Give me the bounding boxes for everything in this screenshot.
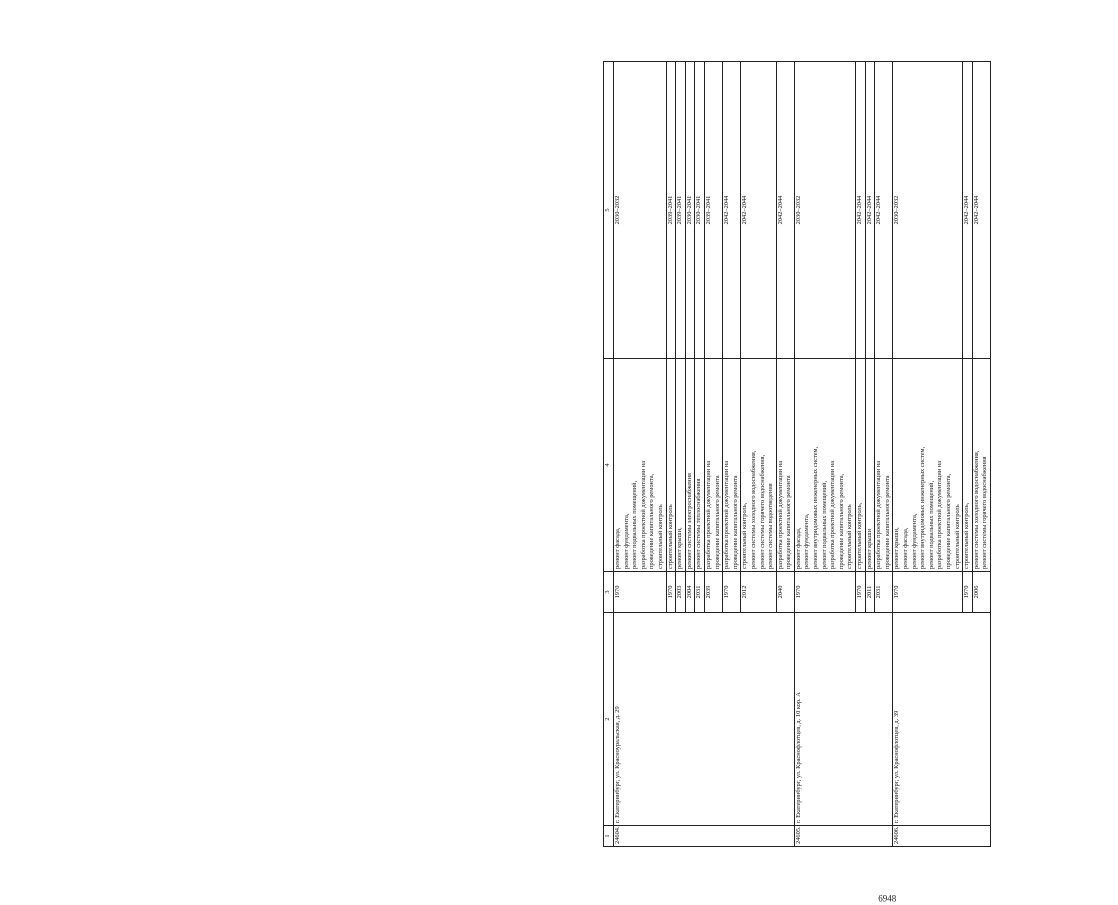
header-col-5: 5 bbox=[604, 62, 614, 359]
work-types bbox=[723, 359, 741, 572]
building-number: 24604. bbox=[614, 826, 795, 847]
commission-year: 1970 bbox=[614, 572, 667, 613]
work-types bbox=[972, 359, 990, 572]
table-row bbox=[794, 62, 855, 847]
work-line: разработка проектной документации на bbox=[776, 460, 784, 569]
commission-year: 2031 bbox=[875, 572, 893, 613]
commission-year: 2040 bbox=[776, 572, 794, 613]
planned-period: 2042–2044 bbox=[865, 62, 875, 359]
commission-year: 2003 bbox=[676, 572, 686, 613]
work-line: ремонт системы холодного водоснабжения, bbox=[749, 450, 757, 569]
work-line: проведение капитального ремонта bbox=[713, 475, 721, 569]
building-address: г. Екатеринбург, ул. Краснофлотцев, д. 10 кор. А bbox=[794, 613, 893, 826]
planned-period: 2030–2032 bbox=[893, 62, 963, 359]
work-types bbox=[794, 359, 855, 572]
work-line: ремонт системы водоотведения bbox=[767, 483, 775, 569]
work-types bbox=[741, 359, 776, 572]
commission-year: 2031 bbox=[695, 572, 705, 613]
work-line: ремонт подвальных помещений, bbox=[820, 480, 828, 569]
work-line: строительный контроль bbox=[953, 504, 961, 569]
work-line: ремонт фасада, bbox=[614, 527, 621, 569]
work-line: строительный контроль, bbox=[963, 502, 971, 569]
planned-period: 2030–2041 bbox=[685, 62, 695, 359]
building-address: г. Екатеринбург, ул. Красноуральская, д. 29 bbox=[614, 613, 795, 826]
work-line: строительный контроль, bbox=[856, 502, 864, 569]
page-number: 6948 bbox=[878, 893, 897, 904]
work-line: проведение капитального ремонта bbox=[785, 475, 793, 569]
work-line: ремонт фасада, bbox=[902, 527, 909, 569]
building-number: 24605. bbox=[794, 826, 893, 847]
work-line: ремонт фундамента, bbox=[622, 513, 630, 569]
commission-year: 1970 bbox=[794, 572, 855, 613]
work-line: проведение капитального ремонта bbox=[883, 475, 891, 569]
work-line: разработка проектной документации на bbox=[829, 460, 837, 569]
planned-period: 2042–2044 bbox=[856, 62, 866, 359]
work-line: ремонт крыши, bbox=[676, 527, 684, 569]
commission-year: 2011 bbox=[865, 572, 875, 613]
work-line: ремонт внутридомовых инженерных систем, bbox=[919, 446, 927, 569]
commission-year: 1970 bbox=[723, 572, 741, 613]
planned-period: 2042–2044 bbox=[776, 62, 794, 359]
header-col-3: 3 bbox=[604, 572, 614, 613]
planned-period: 2042–2044 bbox=[875, 62, 893, 359]
work-types bbox=[893, 359, 963, 572]
work-types bbox=[614, 359, 667, 572]
work-types bbox=[963, 359, 973, 572]
work-line: строительный контроль bbox=[666, 504, 674, 569]
planned-period: 2030–2032 bbox=[794, 62, 855, 359]
work-line: ремонт системы холодного водоснабжения, bbox=[972, 450, 980, 569]
work-line: ремонт фасада, bbox=[794, 527, 802, 569]
commission-year: 2006 bbox=[972, 572, 990, 613]
planned-period: 2039–2041 bbox=[704, 62, 722, 359]
planned-period: 2042–2044 bbox=[963, 62, 973, 359]
work-line: ремонт внутридомовых инженерных систем, bbox=[812, 446, 820, 569]
work-line: строительный контроль bbox=[656, 504, 664, 569]
work-line: строительный контроль bbox=[846, 504, 854, 569]
header-row bbox=[604, 62, 614, 847]
header-col-4: 4 bbox=[604, 359, 614, 572]
building-address: г. Екатеринбург, ул. Краснофлотцев, д. 39 bbox=[893, 613, 991, 826]
table-row bbox=[614, 62, 667, 847]
header-col-1: 1 bbox=[604, 826, 614, 847]
work-line: ремонт фундамента, bbox=[910, 513, 918, 569]
table-body bbox=[604, 62, 991, 847]
work-line: ремонт системы электроснабжения bbox=[685, 473, 693, 569]
work-line: проведение капитального ремонта, bbox=[648, 473, 656, 569]
work-line: ремонт фундамента, bbox=[803, 513, 811, 569]
rotated-table-canvas bbox=[603, 87, 1118, 904]
work-line: разработка проектной документации на bbox=[875, 460, 883, 569]
commission-year: 2012 bbox=[741, 572, 776, 613]
planned-period: 2042–2044 bbox=[741, 62, 776, 359]
work-types bbox=[865, 359, 875, 572]
work-types bbox=[704, 359, 722, 572]
planned-period: 2042–2044 bbox=[723, 62, 741, 359]
work-line: строительный контроль, bbox=[741, 502, 749, 569]
work-line: ремонт крыши bbox=[865, 528, 873, 569]
header-col-2: 2 bbox=[604, 613, 614, 826]
commission-year: 1970 bbox=[856, 572, 866, 613]
work-types bbox=[676, 359, 686, 572]
building-number: 24606. bbox=[893, 826, 991, 847]
work-line: ремонт крыши, bbox=[893, 527, 901, 569]
work-line: ремонт системы горячего водоснабжения bbox=[981, 456, 989, 569]
planned-period: 2030–2041 bbox=[695, 62, 705, 359]
work-types bbox=[666, 359, 676, 572]
planned-period: 2030–2032 bbox=[614, 62, 667, 359]
work-line: ремонт системы горячего водоснабжения, bbox=[758, 454, 766, 569]
repair-schedule-table bbox=[603, 61, 991, 847]
commission-year: 1970 bbox=[893, 572, 963, 613]
commission-year: 2039 bbox=[704, 572, 722, 613]
table-row bbox=[893, 62, 963, 847]
commission-year: 1970 bbox=[963, 572, 973, 613]
planned-period: 2039–2041 bbox=[666, 62, 676, 359]
work-types bbox=[875, 359, 893, 572]
work-line: ремонт подвальных помещений, bbox=[927, 480, 935, 569]
commission-year: 1970 bbox=[666, 572, 676, 613]
work-line: разработка проектной документации на bbox=[639, 460, 647, 569]
work-line: проведение капитального ремонта bbox=[731, 475, 739, 569]
work-line: разработка проектной документации на bbox=[704, 460, 712, 569]
work-types bbox=[856, 359, 866, 572]
work-line: ремонт системы теплоснабжения bbox=[695, 478, 703, 569]
work-line: разработка проектной документации на bbox=[723, 460, 731, 569]
work-types bbox=[695, 359, 705, 572]
work-types bbox=[685, 359, 695, 572]
work-line: проведение капитального ремонта, bbox=[837, 473, 845, 569]
work-line: разработка проектной документации на bbox=[936, 460, 944, 569]
commission-year: 2004 bbox=[685, 572, 695, 613]
planned-period: 2042–2044 bbox=[972, 62, 990, 359]
work-line: ремонт подвальных помещений, bbox=[631, 480, 639, 569]
work-line: проведение капитального ремонта, bbox=[944, 473, 952, 569]
work-types bbox=[776, 359, 794, 572]
planned-period: 2039–2041 bbox=[676, 62, 686, 359]
